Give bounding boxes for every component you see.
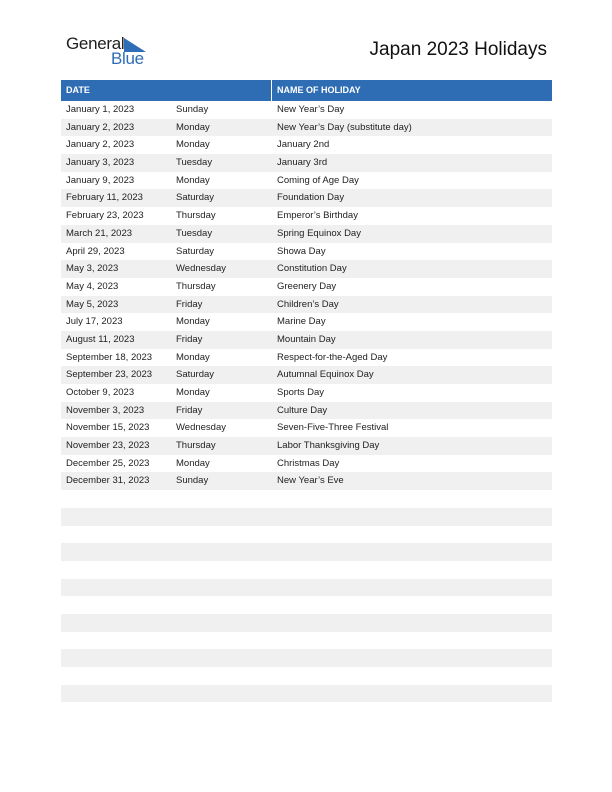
table-row (61, 543, 552, 561)
cell-weekday: Saturday (176, 192, 215, 204)
cell-holiday-name (272, 632, 552, 650)
cell-weekday (171, 490, 272, 508)
cell-weekday (171, 614, 272, 632)
cell-holiday-name: New Year’s Eve (277, 475, 344, 487)
cell-weekday (171, 667, 272, 685)
cell-holiday-name (272, 490, 552, 508)
cell-weekday: Friday (176, 333, 203, 345)
table-row (61, 260, 552, 278)
table-row (61, 296, 552, 314)
cell-date: January 2, 2023 (66, 121, 135, 133)
cell-date: April 29, 2023 (66, 245, 125, 257)
cell-date (61, 508, 171, 526)
cell-date: February 11, 2023 (66, 192, 143, 204)
cell-holiday-name (272, 667, 552, 685)
cell-date: September 18, 2023 (66, 351, 153, 363)
cell-weekday: Monday (176, 387, 210, 398)
table-row (61, 702, 552, 720)
cell-weekday (171, 579, 272, 597)
cell-weekday: Thursday (176, 440, 216, 452)
cell-date (61, 526, 171, 544)
logo-text-blue: Blue (111, 49, 144, 68)
cell-weekday: Sunday (176, 104, 209, 115)
table-row (61, 366, 552, 384)
table-row (61, 561, 552, 579)
cell-weekday: Saturday (176, 245, 215, 257)
cell-holiday-name: Respect-for-the-Aged Day (277, 351, 388, 363)
cell-date: January 3, 2023 (66, 157, 135, 169)
cell-date: March 21, 2023 (66, 227, 133, 239)
table-row (61, 490, 552, 508)
cell-holiday-name: Mountain Day (277, 333, 336, 345)
table-row (61, 508, 552, 526)
cell-weekday: Monday (176, 174, 210, 186)
cell-weekday: Monday (176, 351, 210, 363)
table-row (61, 402, 552, 420)
table-row (61, 472, 552, 490)
cell-date: December 25, 2023 (66, 457, 150, 469)
cell-date (61, 543, 171, 561)
cell-holiday-name: New Year’s Day (277, 104, 345, 115)
table-row (61, 526, 552, 544)
cell-date (61, 561, 171, 579)
cell-date (61, 632, 171, 650)
cell-weekday: Saturday (176, 369, 215, 381)
cell-holiday-name (272, 561, 552, 579)
table-row (61, 136, 552, 154)
logo (66, 34, 156, 68)
table-row (61, 437, 552, 455)
table-row (61, 189, 552, 207)
cell-date: May 5, 2023 (66, 298, 119, 310)
cell-holiday-name (272, 508, 552, 526)
table-row (61, 419, 552, 437)
cell-holiday-name: Coming of Age Day (277, 174, 359, 186)
table-row (61, 596, 552, 614)
cell-weekday: Thursday (176, 280, 216, 292)
cell-weekday: Wednesday (176, 263, 226, 275)
table-row (61, 614, 552, 632)
table-row (61, 349, 552, 367)
table-row (61, 632, 552, 650)
cell-holiday-name: Marine Day (277, 316, 326, 328)
table-row (61, 225, 552, 243)
cell-weekday: Monday (176, 121, 210, 133)
cell-holiday-name: Spring Equinox Day (277, 227, 361, 239)
table-row (61, 154, 552, 172)
cell-date (61, 649, 171, 667)
table-row (61, 207, 552, 225)
cell-date: November 15, 2023 (66, 422, 150, 434)
cell-holiday-name: January 2nd (277, 139, 330, 151)
cell-weekday (171, 649, 272, 667)
table-row (61, 119, 552, 137)
cell-weekday (171, 508, 272, 526)
cell-holiday-name (272, 702, 552, 720)
cell-holiday-name (272, 526, 552, 544)
cell-date: May 3, 2023 (66, 263, 119, 275)
table-row (61, 243, 552, 261)
cell-weekday: Monday (176, 457, 210, 469)
cell-weekday: Wednesday (176, 422, 226, 434)
cell-holiday-name: Culture Day (277, 404, 328, 416)
cell-date (61, 596, 171, 614)
table-row (61, 313, 552, 331)
cell-date: February 23, 2023 (66, 210, 144, 222)
cell-weekday: Thursday (176, 210, 216, 222)
cell-date (61, 685, 171, 703)
cell-date: December 31, 2023 (66, 475, 150, 487)
cell-weekday: Monday (176, 316, 210, 328)
cell-date: May 4, 2023 (66, 280, 119, 292)
cell-holiday-name (272, 543, 552, 561)
header-holiday-name: NAME OF HOLIDAY (277, 85, 361, 95)
cell-weekday: Monday (176, 139, 210, 151)
page-title: Japan 2023 Holidays (369, 39, 547, 60)
cell-weekday (171, 561, 272, 579)
table-row (61, 579, 552, 597)
cell-weekday: Friday (176, 298, 203, 310)
cell-date: January 2, 2023 (66, 139, 135, 151)
cell-holiday-name: Emperor’s Birthday (277, 210, 358, 222)
cell-holiday-name: Christmas Day (277, 457, 340, 469)
cell-date (61, 702, 171, 720)
cell-weekday: Tuesday (176, 227, 213, 239)
cell-holiday-name: Greenery Day (277, 280, 337, 292)
cell-date: November 3, 2023 (66, 404, 145, 416)
cell-date: November 23, 2023 (66, 440, 150, 452)
cell-holiday-name: New Year’s Day (substitute day) (277, 121, 412, 133)
cell-weekday: Sunday (176, 475, 209, 487)
header-date: DATE (66, 85, 90, 95)
cell-holiday-name (272, 685, 552, 703)
cell-date (61, 667, 171, 685)
logo-text-general: General (66, 34, 125, 53)
cell-date (61, 490, 171, 508)
cell-holiday-name: Constitution Day (277, 263, 347, 275)
cell-date (61, 579, 171, 597)
cell-weekday (171, 526, 272, 544)
cell-weekday (171, 543, 272, 561)
cell-weekday (171, 632, 272, 650)
cell-holiday-name: Showa Day (277, 245, 326, 257)
cell-holiday-name (272, 649, 552, 667)
table-row (61, 384, 552, 402)
table-row (61, 667, 552, 685)
cell-holiday-name (272, 614, 552, 632)
table-row (61, 649, 552, 667)
cell-date: September 23, 2023 (66, 369, 153, 381)
table-row (61, 331, 552, 349)
cell-weekday (171, 596, 272, 614)
table-header (61, 80, 552, 101)
cell-holiday-name: Autumnal Equinox Day (277, 369, 374, 381)
table-row (61, 278, 552, 296)
table-row (61, 101, 552, 119)
cell-holiday-name: Labor Thanksgiving Day (277, 440, 380, 452)
cell-date (61, 614, 171, 632)
holiday-table (61, 80, 552, 720)
cell-date: August 11, 2023 (66, 333, 135, 345)
cell-holiday-name (272, 579, 552, 597)
cell-holiday-name: January 3rd (277, 157, 328, 169)
table-row (61, 455, 552, 473)
cell-weekday (171, 685, 272, 703)
cell-date: July 17, 2023 (66, 316, 123, 328)
cell-date: October 9, 2023 (66, 387, 135, 398)
cell-holiday-name: Foundation Day (277, 192, 345, 204)
cell-holiday-name (272, 596, 552, 614)
cell-weekday: Tuesday (176, 157, 213, 169)
cell-holiday-name: Sports Day (277, 387, 324, 398)
cell-holiday-name: Children’s Day (277, 298, 339, 310)
cell-holiday-name: Seven-Five-Three Festival (277, 422, 389, 434)
cell-date: January 9, 2023 (66, 174, 135, 186)
cell-weekday (171, 702, 272, 720)
cell-date: January 1, 2023 (66, 104, 135, 115)
table-row (61, 172, 552, 190)
table-body (61, 101, 552, 720)
cell-weekday: Friday (176, 404, 203, 416)
table-row (61, 685, 552, 703)
